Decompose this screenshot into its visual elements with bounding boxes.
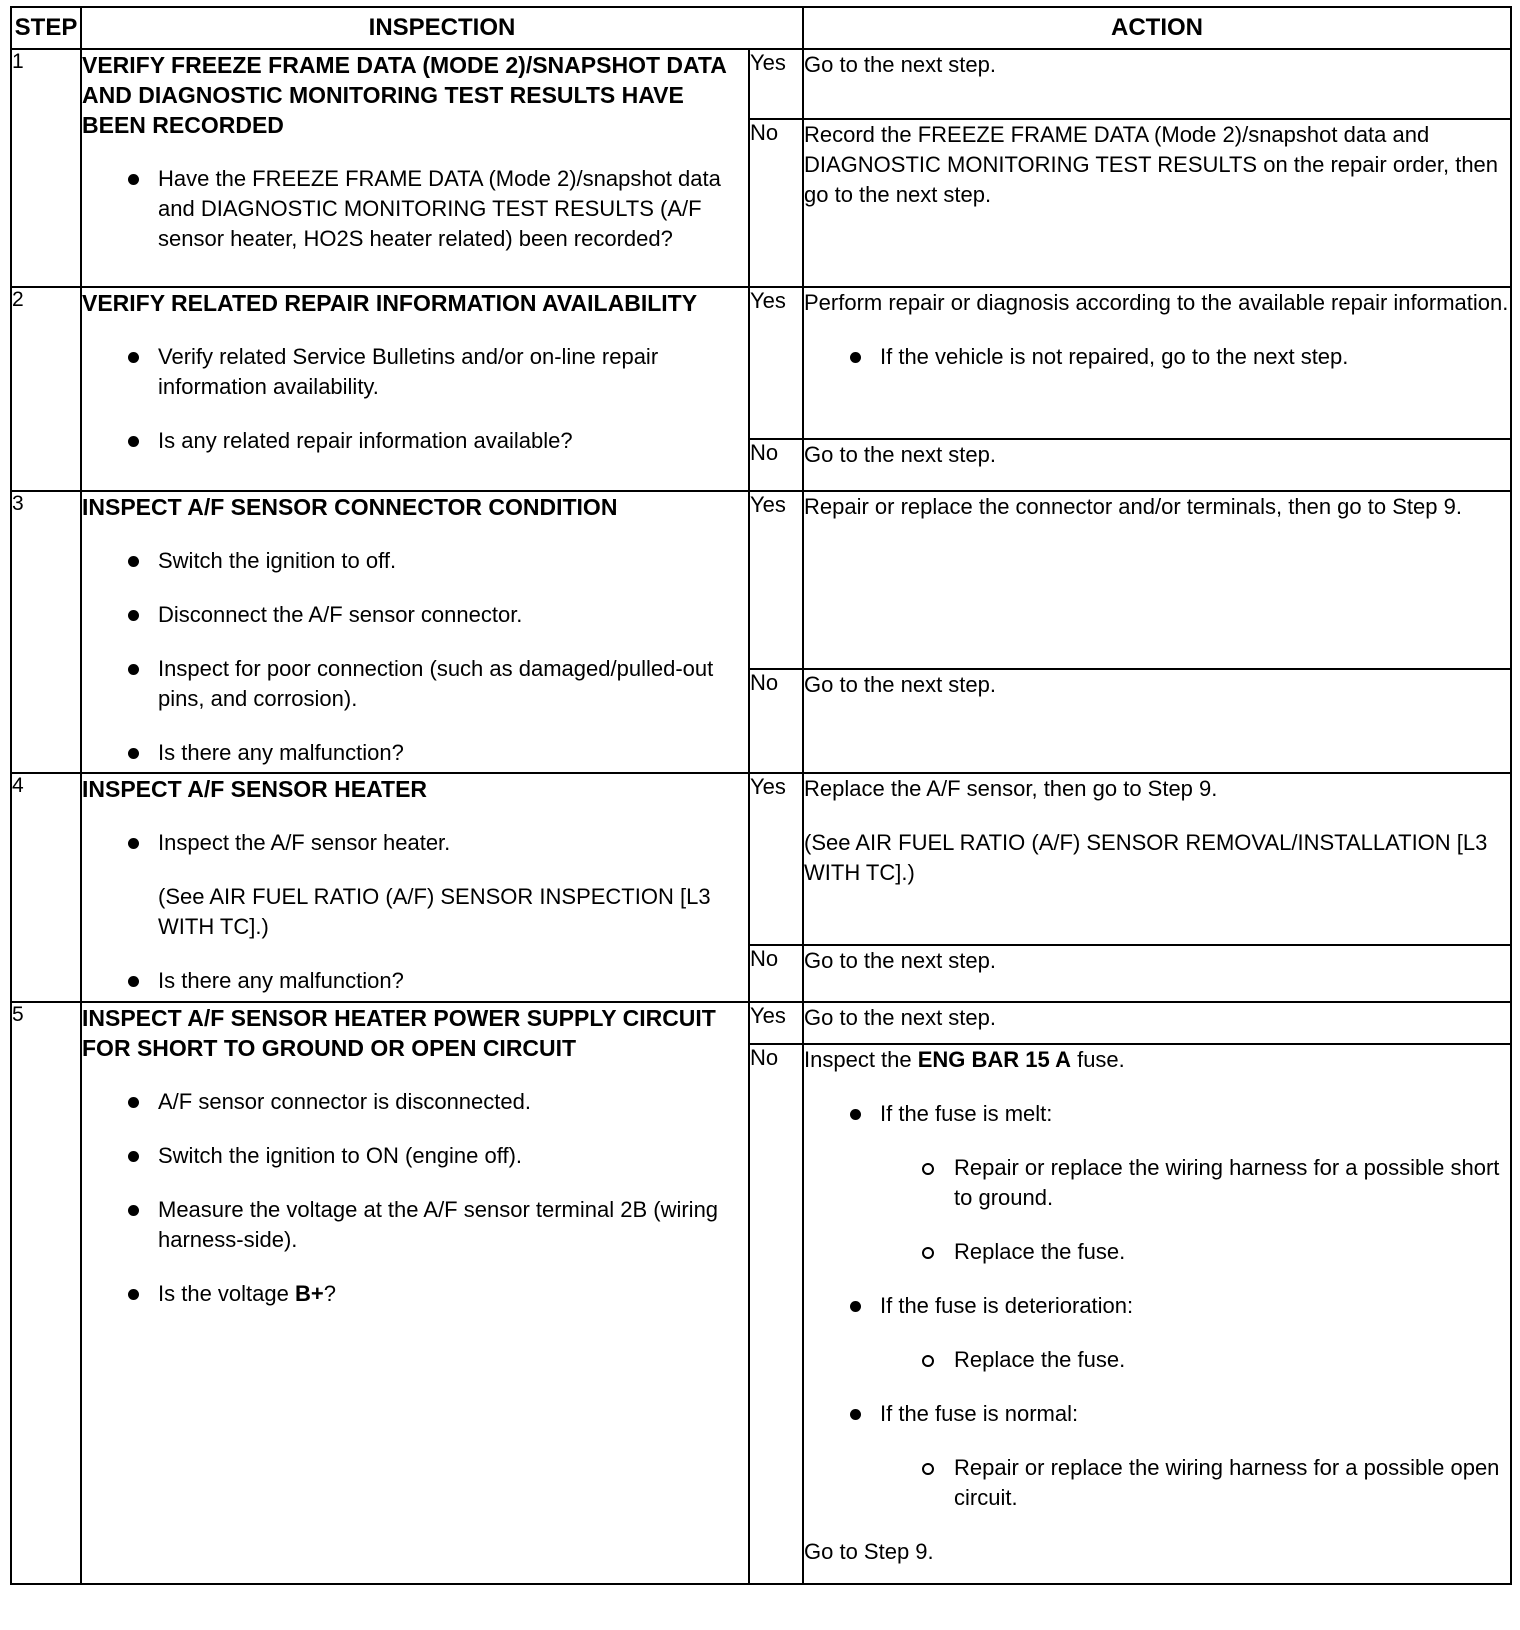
bullet-item — [804, 1099, 1510, 1129]
bullet-icon — [850, 1109, 861, 1120]
step-number: 4 — [11, 773, 81, 1002]
header-step: STEP — [11, 7, 81, 49]
bullet-item — [82, 546, 748, 576]
action-cell — [803, 491, 1511, 669]
bullet-text: Is there any malfunction? — [158, 968, 404, 993]
action-text: Record the FREEZE FRAME DATA (Mode 2)/snapshot data and DIAGNOSTIC MONITORING TEST RESULTS on the repair order, then go to the next step. — [804, 122, 1499, 207]
no-label: No — [749, 669, 803, 773]
bullet-icon — [850, 1301, 861, 1312]
bullet-item — [82, 1279, 748, 1309]
sub-bullet-item — [804, 1345, 1510, 1375]
bullet-item — [82, 1141, 748, 1171]
bullet-icon — [128, 748, 139, 759]
bullet-icon — [850, 1409, 861, 1420]
question-text: Is the voltage — [158, 1281, 295, 1306]
diagnostic-procedure — [10, 6, 1512, 1585]
bullet-icon — [128, 174, 139, 185]
action-text: Go to the next step. — [804, 52, 997, 77]
bullet-item — [82, 828, 748, 858]
bullet-icon — [128, 838, 139, 849]
bullet-text: If the fuse is normal: — [880, 1401, 1079, 1426]
bullet-text: Inspect for poor connection (such as damaged/pulled-out pins, and corrosion). — [158, 656, 714, 711]
inspection-cell — [81, 49, 749, 287]
bullet-item — [82, 654, 748, 714]
bullet-item — [82, 966, 748, 996]
bullet-item — [82, 600, 748, 630]
yes-label: Yes — [749, 49, 803, 119]
bullet-item — [804, 342, 1510, 372]
inspection-title: VERIFY RELATED REPAIR INFORMATION AVAILABILITY — [82, 290, 698, 316]
bullet-icon — [128, 1205, 139, 1216]
bullet-text: Is any related repair information available? — [158, 428, 573, 453]
bullet-item — [804, 1291, 1510, 1321]
action-cell — [803, 669, 1511, 773]
bullet-text: Disconnect the A/F sensor connector. — [158, 602, 523, 627]
no-label: No — [749, 119, 803, 287]
bullet-text: Repair or replace the wiring harness for a possible short to ground. — [954, 1155, 1500, 1210]
bullet-icon — [128, 1097, 139, 1108]
bullet-text — [158, 1281, 336, 1306]
bullet-item — [82, 1195, 748, 1255]
action-text: Go to the next step. — [804, 442, 997, 467]
sub-bullet-item — [804, 1237, 1510, 1267]
fuse-name: ENG BAR 15 A — [917, 1047, 1071, 1072]
action-cell — [803, 49, 1511, 119]
circle-bullet-icon — [922, 1463, 934, 1475]
bullet-text: A/F sensor connector is disconnected. — [158, 1089, 531, 1114]
bullet-item — [82, 1087, 748, 1117]
step-number: 1 — [11, 49, 81, 287]
inspection-cell — [81, 773, 749, 1002]
reference-text: (See AIR FUEL RATIO (A/F) SENSOR REMOVAL/INSTALLATION [L3 WITH TC].) — [804, 830, 1488, 885]
bullet-text: Switch the ignition to ON (engine off). — [158, 1143, 523, 1168]
voltage-value: B+ — [294, 1281, 324, 1306]
diagnostic-table — [10, 6, 1512, 1585]
bullet-icon — [128, 664, 139, 675]
action-text: Repair or replace the connector and/or terminals, then go to Step 9. — [804, 494, 1462, 519]
bullet-item — [82, 738, 748, 768]
sub-bullet-item — [804, 1153, 1510, 1213]
bullet-text: Verify related Service Bulletins and/or on-line repair information availability. — [158, 344, 659, 399]
yes-label: Yes — [749, 773, 803, 945]
bullet-text: Have the FREEZE FRAME DATA (Mode 2)/snapshot data and DIAGNOSTIC MONITORING TEST RESULTS (A/F sensor heater, HO2S heater related) been recorded? — [158, 166, 721, 251]
action-cell — [803, 1044, 1511, 1584]
step-row-4 — [11, 773, 1511, 945]
bullet-icon — [850, 352, 861, 363]
bullet-icon — [128, 352, 139, 363]
action-cell — [803, 1002, 1511, 1044]
bullet-text: Inspect the A/F sensor heater. — [158, 830, 451, 855]
bullet-icon — [128, 610, 139, 621]
sub-bullet-item — [804, 1453, 1510, 1513]
action-cell — [803, 439, 1511, 491]
action-text — [804, 1045, 1510, 1075]
bullet-text: Measure the voltage at the A/F sensor terminal 2B (wiring harness-side). — [158, 1197, 719, 1252]
bullet-icon — [128, 436, 139, 447]
action-text-end: fuse. — [1070, 1047, 1125, 1072]
bullet-text: Switch the ignition to off. — [158, 548, 397, 573]
header-inspection: INSPECTION — [81, 7, 803, 49]
circle-bullet-icon — [922, 1247, 934, 1259]
no-label: No — [749, 945, 803, 1002]
bullet-icon — [128, 1289, 139, 1300]
inspection-cell — [81, 1002, 749, 1584]
question-mark: ? — [323, 1281, 336, 1306]
step-number: 3 — [11, 491, 81, 773]
bullet-item — [82, 426, 748, 456]
action-text: Go to the next step. — [804, 672, 997, 697]
action-text: Go to the next step. — [804, 948, 997, 973]
inspection-title: INSPECT A/F SENSOR HEATER — [82, 776, 428, 802]
no-label: No — [749, 439, 803, 491]
bullet-item — [82, 164, 748, 254]
action-cell — [803, 119, 1511, 287]
bullet-text: Is there any malfunction? — [158, 740, 404, 765]
yes-label: Yes — [749, 491, 803, 669]
action-text: Go to Step 9. — [804, 1539, 934, 1564]
bullet-text: Replace the fuse. — [954, 1239, 1126, 1264]
step-row-1 — [11, 49, 1511, 119]
action-cell — [803, 773, 1511, 945]
step-number: 2 — [11, 287, 81, 491]
yes-label: Yes — [749, 287, 803, 439]
bullet-text: If the vehicle is not repaired, go to the next step. — [880, 344, 1349, 369]
inspection-title: INSPECT A/F SENSOR CONNECTOR CONDITION — [82, 494, 618, 520]
step-number: 5 — [11, 1002, 81, 1584]
header-action: ACTION — [803, 7, 1511, 49]
action-text: Replace the A/F sensor, then go to Step 9. — [804, 776, 1218, 801]
bullet-icon — [128, 1151, 139, 1162]
reference-text: (See AIR FUEL RATIO (A/F) SENSOR INSPECTION [L3 WITH TC].) — [158, 884, 711, 939]
step-row-3 — [11, 491, 1511, 669]
action-text-start: Inspect the — [804, 1047, 918, 1072]
action-cell — [803, 945, 1511, 1002]
inspection-cell — [81, 287, 749, 491]
step-row-5 — [11, 1002, 1511, 1044]
yes-label: Yes — [749, 1002, 803, 1044]
circle-bullet-icon — [922, 1355, 934, 1367]
action-text: Go to the next step. — [804, 1005, 997, 1030]
inspection-title: INSPECT A/F SENSOR HEATER POWER SUPPLY CIRCUIT FOR SHORT TO GROUND OR OPEN CIRCUIT — [82, 1005, 716, 1061]
circle-bullet-icon — [922, 1163, 934, 1175]
bullet-icon — [128, 556, 139, 567]
no-label: No — [749, 1044, 803, 1584]
bullet-item — [804, 1399, 1510, 1429]
bullet-text: If the fuse is melt: — [880, 1101, 1053, 1126]
action-cell — [803, 287, 1511, 439]
bullet-icon — [128, 976, 139, 987]
header-row — [11, 7, 1511, 49]
step-row-2 — [11, 287, 1511, 439]
inspection-title: VERIFY FREEZE FRAME DATA (MODE 2)/SNAPSHOT DATA AND DIAGNOSTIC MONITORING TEST RESULTS HAVE BEEN RECORDED — [82, 52, 727, 138]
bullet-text: Replace the fuse. — [954, 1347, 1126, 1372]
inspection-cell — [81, 491, 749, 773]
bullet-item — [82, 342, 748, 402]
action-text: Perform repair or diagnosis according to the available repair information. — [804, 290, 1509, 315]
bullet-text: Repair or replace the wiring harness for a possible open circuit. — [954, 1455, 1500, 1510]
bullet-text: If the fuse is deterioration: — [880, 1293, 1134, 1318]
